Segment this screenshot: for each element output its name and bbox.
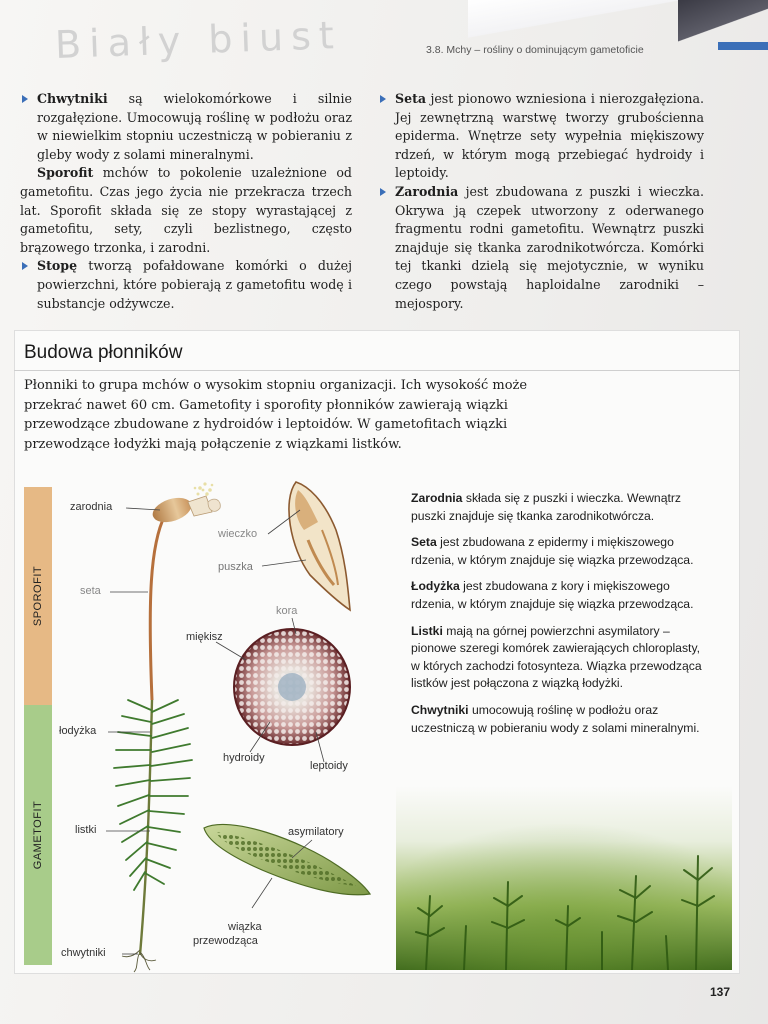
- box-intro: Płonniki to grupa mchów o wysokim stopniu organizacji. Ich wysokość może przekrać nawet 60 cm. Gametofity i sporofity płonników zawierają wiązki przewodzące zbudowane z hydroidów i leptoidów. W gametofitach wiązki przewodzące łodyżki mają połączenie z wiązkami listków.: [24, 378, 528, 452]
- description-zarodnia: Zarodnia składa się z puszki i wieczka. Wewnątrz puszki znajduje się tkanka zarodnikotwórcza.: [411, 491, 682, 523]
- label-chwytniki: chwytniki: [61, 947, 106, 959]
- label-wiazka: wiązka: [228, 921, 262, 933]
- seta-stalk: [150, 515, 165, 700]
- moss-photo: [396, 786, 732, 970]
- label-zarodnia: zarodnia: [70, 501, 113, 513]
- paragraph-stopa: Stopę tworzą pofałdowane komórki o dużej powierzchni, które pobierają z gametofitu wodę i substancje odżywcze.: [20, 257, 352, 313]
- gametofit-label: GAMETOFIT: [32, 800, 44, 870]
- label-miekisz: miękisz: [186, 631, 223, 643]
- capsule-section-illustration: [289, 482, 350, 610]
- paragraph-zarodnia: Zarodnia jest zbudowana z puszki i wieczka. Okrywa ją czepek utworzony z oderwanego fragmentu rodni gametofitu. Wewnątrz puszki znajduje się tkanka zarodnikotwórcza. Komórki tej tkanki dzielą się mejotycznie, w wyniku czego powstają haploidalne zarodniki – mejospory.: [378, 183, 704, 313]
- page-number: 137: [710, 985, 731, 999]
- capsule-illustration: [150, 482, 221, 526]
- label-lodyzka: łodyżka: [59, 725, 97, 737]
- label-asymilatory: asymilatory: [288, 826, 344, 838]
- description-listki: Listki mają na górnej powierzchni asymilatory – pionowe szeregi komórek zawierających chloroplasty, w których zachodzi fotosynteza. Wiązka przewodząca listków jest połączona z wiązką łodyżki.: [411, 623, 702, 691]
- label-puszka: puszka: [218, 561, 253, 573]
- paragraph-sporofit: Sporofit mchów to pokolenie uzależnione od gametofitu. Czas jego życia nie przekracza trzech lat. Sporofit składa się ze stopy wyrastającej z gametofitu, sety, czyli bezlistnego, często brązowego trzonka, i zarodni.: [20, 165, 352, 255]
- description-seta: Seta jest zbudowana z epidermy i miękiszowego rdzenia, w którym znajduje się wiązka przewodząca.: [411, 535, 694, 567]
- label-hydroidy: hydroidy: [223, 752, 265, 764]
- running-head: 3.8. Mchy – rośliny o dominującym gametoficie: [426, 44, 644, 56]
- sporofit-label: SPOROFIT: [32, 565, 44, 627]
- description-list: [411, 490, 711, 746]
- stem-cross-section-illustration: [234, 629, 350, 745]
- label-listki: listki: [75, 824, 97, 836]
- paragraph-seta: Seta jest pionowo wzniesiona i nierozgałęziona. Jej zewnętrzną warstwę tworzy grubościenna epiderma. Wnętrze sety wypełnia miękiszowy rdzeń, w którym mogą przebiegać hydroidy i leptoidy.: [378, 90, 704, 183]
- label-przewodzaca: przewodząca: [193, 935, 258, 947]
- handwritten-scribble: Biały biust: [54, 13, 343, 67]
- label-wieczko: wieczko: [218, 528, 258, 540]
- paragraph-chwytniki: Chwytniki są wielokomórkowe i silnie rozgałęzione. Umocowują roślinę w podłożu oraz w niewielkim stopniu uczestniczą w pobieraniu z gleby wody z solami mineralnymi.: [20, 90, 352, 164]
- box-title: Budowa płonników: [24, 342, 183, 363]
- description-lodyzka: Łodyżka jest zbudowana z kory i miękiszowego rdzenia, w którym znajduje się wiązka przewodząca.: [411, 579, 694, 611]
- description-chwytniki: Chwytniki umocowują roślinę w podłożu oraz uczestniczą w pobieraniu wody z solami mineralnymi.: [411, 702, 700, 735]
- label-kora: kora: [276, 605, 298, 617]
- leaf-section-illustration: [204, 824, 370, 894]
- leaves: [114, 700, 192, 890]
- label-leptoidy: leptoidy: [310, 760, 348, 772]
- label-seta: seta: [80, 585, 101, 597]
